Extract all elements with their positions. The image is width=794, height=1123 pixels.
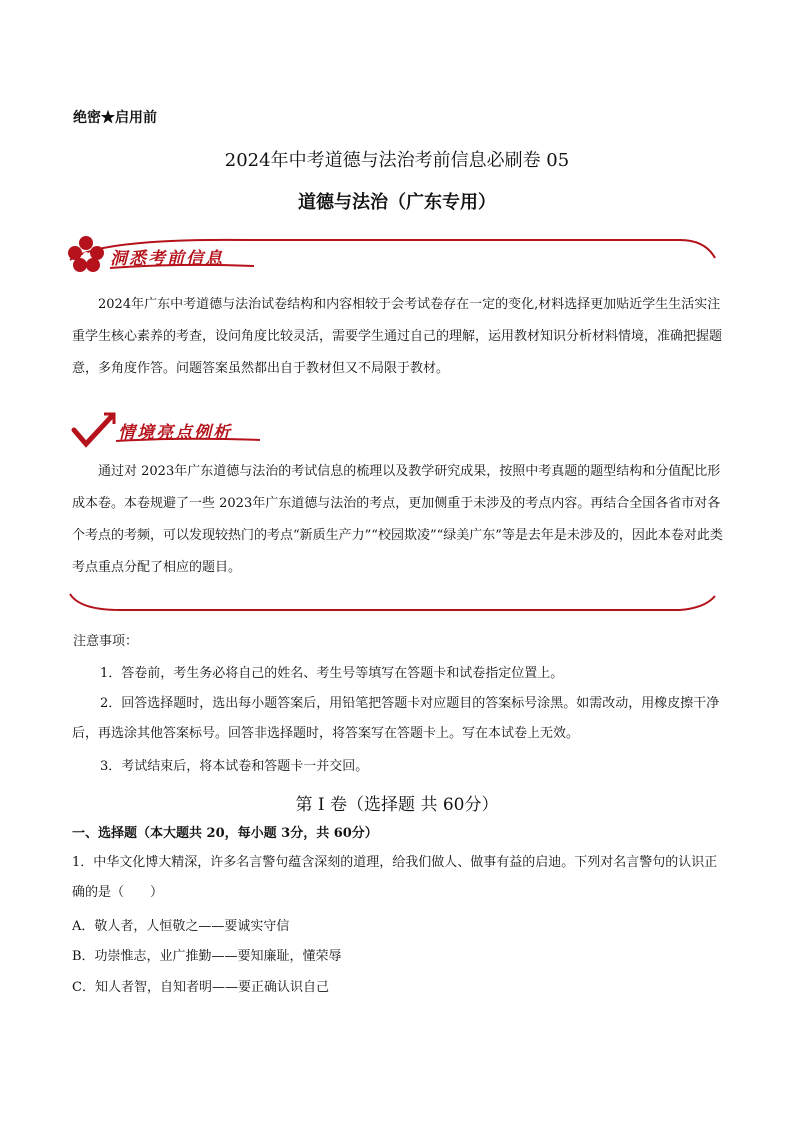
question-option: A．敬人者，人恒敬之——要诚实守信	[72, 919, 290, 934]
question-option: C．知人者智，自知者明——要正确认识自己	[72, 980, 329, 995]
notice-item: 2．回答选择题时，选出每小题答案后，用铅笔把答题卡对应题目的答案标号涂黑。如需改动，用橡皮擦干净后，再选涂其他答案标号。回答非选择题时，将答案写在答题卡上。写在本试卷上无效。	[72, 696, 720, 741]
heading-underline	[108, 262, 258, 272]
exam-subtitle: 道德与法治（广东专用）	[298, 192, 496, 213]
secret-label: 绝密★启用前	[73, 110, 157, 126]
section-heading-highlights: 情境亮点例析	[118, 423, 232, 443]
notice-item: 1．答卷前，考生务必将自己的姓名、考生号等填写在答题卡和试卷指定位置上。	[100, 666, 564, 681]
exam-title: 2024年中考道德与法治考前信息必刷卷 05	[224, 150, 570, 171]
exam-info-paragraph: 2024年广东中考道德与法治试卷结构和内容相较于会考试卷存在一定的变化,材料选择更加贴近学生生活实注重学生核心素养的考查，设问角度比较灵活，需要学生通过自己的理解，运用教材知识分析材料情境，准确把握题意，多角度作答。问题答案虽然都出自于教材但又不局限于教材。	[72, 297, 723, 376]
bottom-frame-decoration	[60, 590, 720, 620]
check-arrow-icon	[70, 410, 118, 450]
flower-icon	[66, 234, 106, 274]
notice-title: 注意事项：	[73, 634, 139, 649]
choice-section-heading: 一、选择题（本大题共 20，每小题 3分，共 60分）	[72, 826, 378, 841]
question-option: B．功崇惟志，业广推勤——要知廉耻，懂荣辱	[72, 949, 342, 964]
heading-underline	[114, 436, 264, 446]
section-heading-exam-info: 洞悉考前信息	[110, 249, 224, 269]
question-stem: 1．中华文化博大精深，许多名言警句蕴含深刻的道理，给我们做人、做事有益的启迪。下列对名言警句的认识正确的是（ ）	[72, 855, 718, 900]
highlights-paragraph: 通过对 2023年广东道德与法治的考试信息的梳理以及教学研究成果，按照中考真题的题型结构和分值配比形成本卷。本卷规避了一些 2023年广东道德与法治的考点，更加侧重于未涉及的考点内容。再结合全国各省市对各个考点的考频，可以发现较热门的考点“新质生产力”“校园欺凌”“绿美广东”等是去年是未涉及的，因此本卷对此类考点重点分配了相应的题目。	[72, 464, 723, 575]
volume-title: 第 I 卷（选择题 共 60分）	[295, 795, 499, 815]
notice-item: 3．考试结束后，将本试卷和答题卡一并交回。	[100, 759, 369, 774]
